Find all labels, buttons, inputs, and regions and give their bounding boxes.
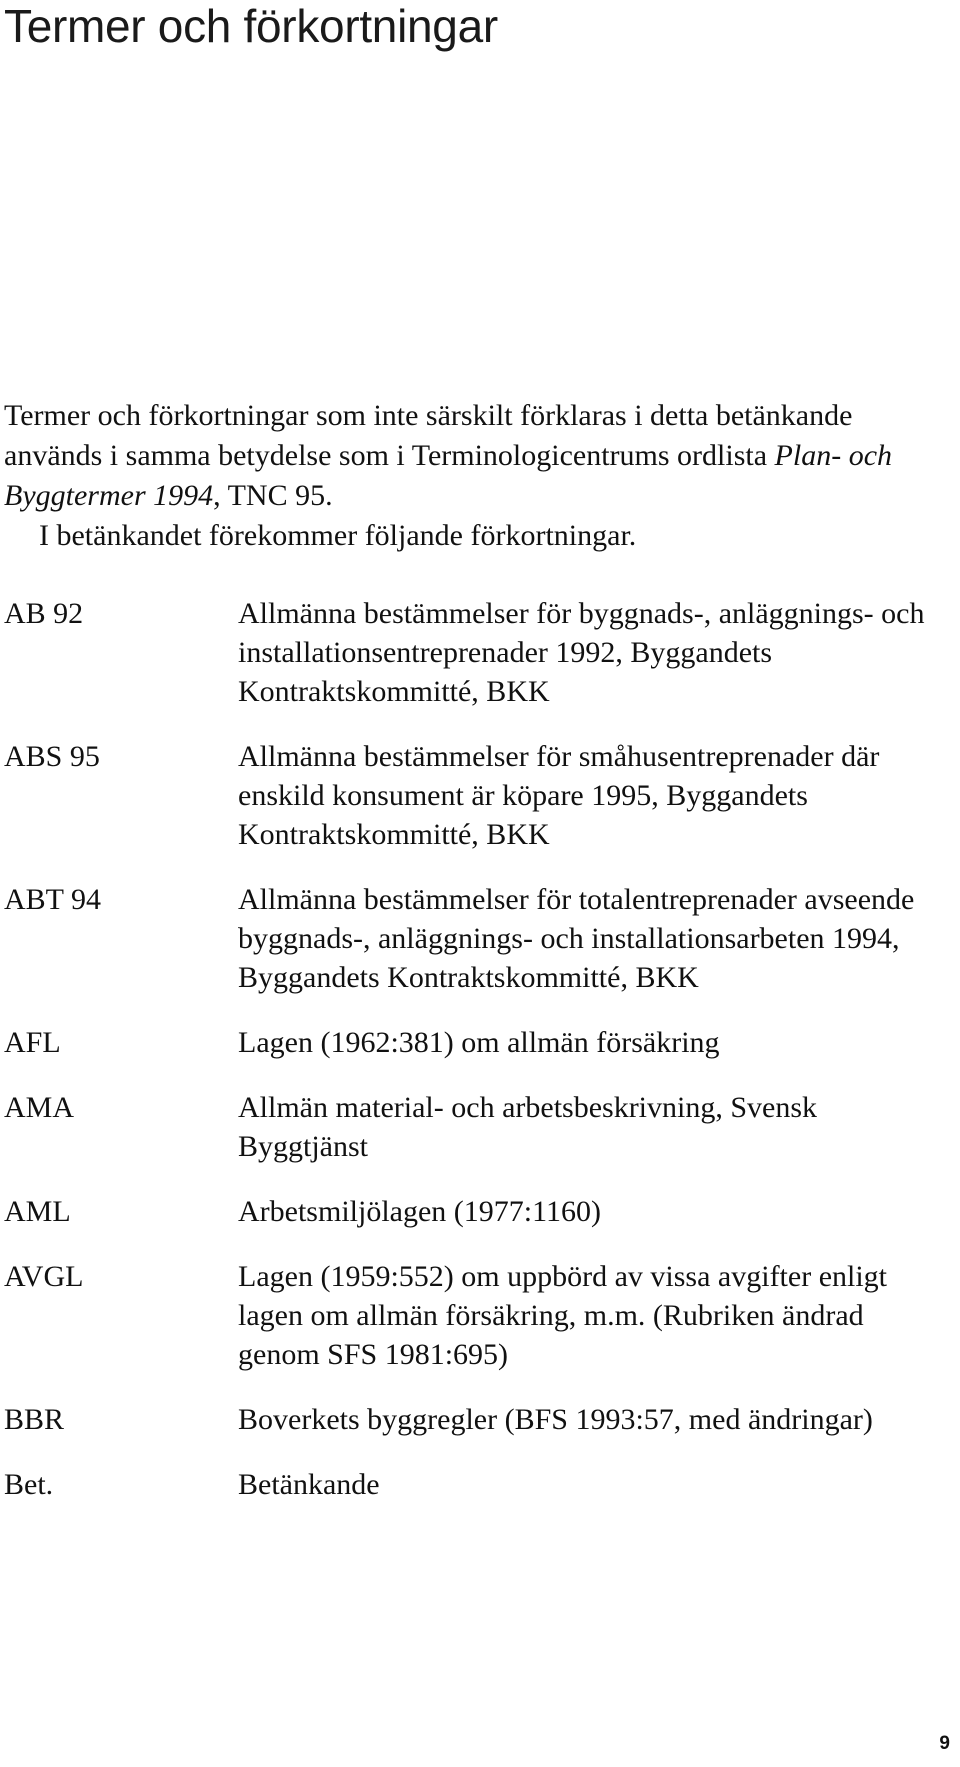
page-number: 9 <box>939 1733 950 1754</box>
abbreviation-term: AML <box>4 1195 71 1228</box>
page-title: Termer och förkortningar <box>4 0 498 52</box>
abbreviation-definition: Lagen (1959:552) om uppbörd av vissa avgifter enligt lagen om allmän försäkring, m.m. (Rubriken ändrad genom SFS 1981:695) <box>238 1260 888 1371</box>
abbreviation-list <box>4 594 954 1530</box>
abbreviation-definition: Allmänna bestämmelser för byggnads-, anläggnings- och installationsentreprenader 1992, Byggandets Kontraktskommitté, BKK <box>238 597 925 708</box>
intro-section <box>4 396 944 556</box>
abbreviation-row <box>4 1023 954 1062</box>
abbreviation-definition: Allmänna bestämmelser för totalentreprenader avseende byggnads-, anläggnings- och installationsarbeten 1994, Byggandets Kontraktskommitté, BKK <box>238 883 915 994</box>
intro-text-start: Termer och förkortningar som inte särskilt förklaras i detta betänkande används i samma betydelse som i Terminologicentrums ordlista <box>4 399 853 472</box>
abbreviation-term: ABT 94 <box>4 883 101 916</box>
abbreviation-term: Bet. <box>4 1468 54 1501</box>
abbreviation-definition: Lagen (1962:381) om allmän försäkring <box>238 1026 720 1059</box>
abbreviation-term: BBR <box>4 1403 65 1436</box>
abbreviation-row <box>4 1400 954 1439</box>
abbreviation-definition: Allmänna bestämmelser för småhusentreprenader där enskild konsument är köpare 1995, Byggandets Kontraktskommitté, BKK <box>238 740 880 851</box>
abbreviation-row <box>4 1088 954 1166</box>
intro-text-end: , TNC 95. <box>213 479 333 512</box>
abbreviation-row <box>4 1465 954 1504</box>
abbreviation-row <box>4 594 954 711</box>
abbreviation-term: AMA <box>4 1091 75 1124</box>
intro-italic-title: Plan- och Byggtermer 1994 <box>4 439 893 512</box>
abbreviation-row <box>4 1192 954 1231</box>
intro-paragraph <box>4 396 944 516</box>
abbreviation-row <box>4 880 954 997</box>
abbreviation-term: AFL <box>4 1026 61 1059</box>
abbreviation-term: AVGL <box>4 1260 84 1293</box>
intro-second-paragraph: I betänkandet förekommer följande förkortningar. <box>39 519 637 552</box>
abbreviation-row <box>4 737 954 854</box>
abbreviation-row <box>4 1257 954 1374</box>
abbreviation-term: ABS 95 <box>4 740 100 773</box>
abbreviation-definition: Boverkets byggregler (BFS 1993:57, med ändringar) <box>238 1403 873 1436</box>
abbreviation-definition: Betänkande <box>238 1468 380 1501</box>
abbreviation-definition: Allmän material- och arbetsbeskrivning, Svensk Byggtjänst <box>238 1091 818 1163</box>
abbreviation-term: AB 92 <box>4 597 84 630</box>
abbreviation-definition: Arbetsmiljölagen (1977:1160) <box>238 1195 601 1228</box>
